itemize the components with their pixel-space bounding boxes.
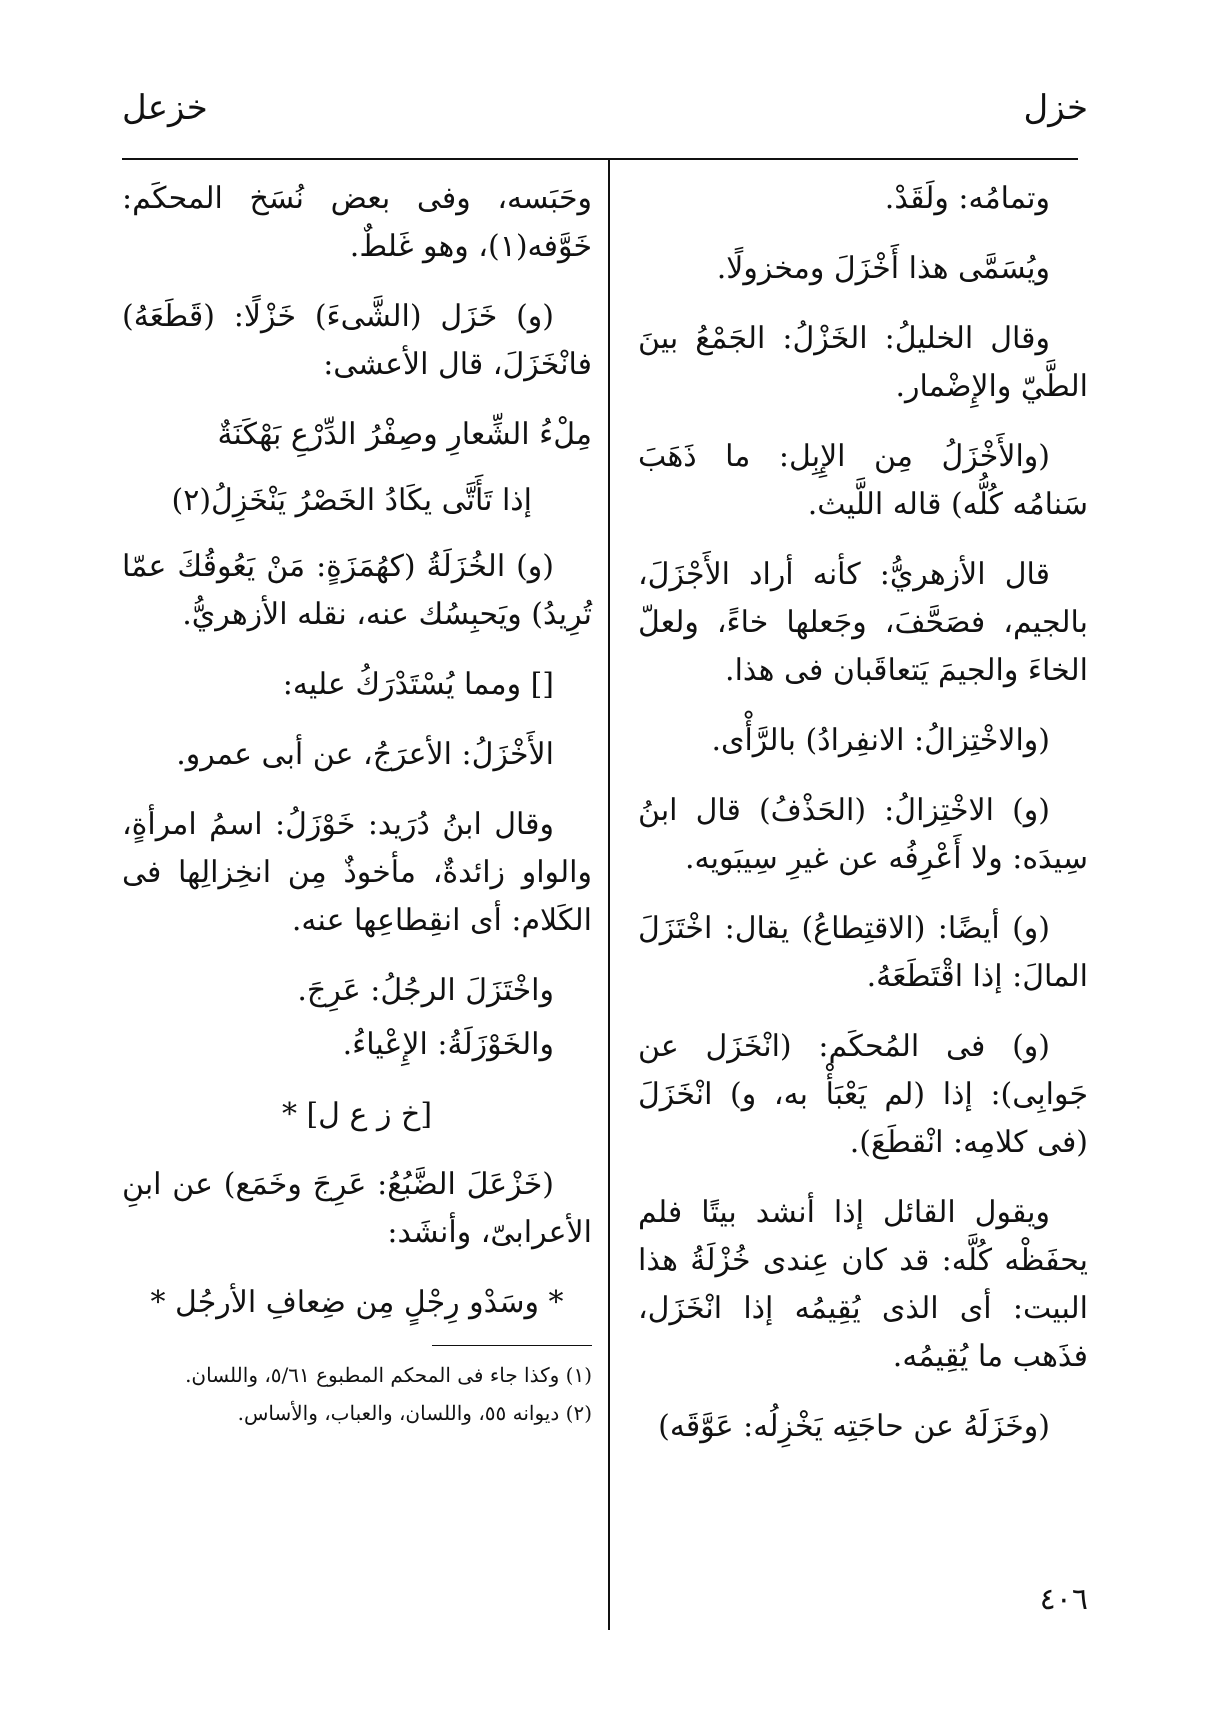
paragraph: وقال ابنُ دُرَيد: خَوْزَلُ: اسمُ امرأةٍ، والواو زائدةٌ، مأخوذٌ مِن انخِزالِها فى الكَلام: أى انقِطاعِها عنه.	[122, 807, 592, 938]
paragraph: (و) الاخْتِزالُ: (الحَذْفُ) قال ابنُ سِيدَه: ولا أَعْرِفُه عن غيرِ سِيبَويه.	[638, 793, 1088, 876]
paragraph: واخْتَزَلَ الرجُلُ: عَرِجَ.	[297, 973, 554, 1008]
paragraph: (والأَخْزَلُ مِن الإِبِل: ما ذَهَبَ سَنامُه كُلُّه) قاله اللَّيث.	[638, 439, 1088, 522]
paragraph: الأَخْزَلُ: الأعرَجُ، عن أبى عمرو.	[176, 737, 554, 772]
paragraph: (و) خَزَل (الشَّىءَ) خَزْلًا: (قَطَعَهُ) فانْخَزَلَ، قال الأعشى:	[122, 299, 592, 382]
page-number: ٤٠٦	[1039, 1582, 1088, 1617]
paragraph: (و) الخُزَلَةُ (كهُمَزَةٍ: مَنْ يَعُوقُكَ عمّا تُرِيدُ) ويَحبِسُك عنه، نقله الأزهريُّ.	[122, 549, 592, 632]
entry-heading: [خ ز ع ل] *	[281, 1097, 433, 1132]
verse-line: * وسَدْو رِجْلٍ مِن ضِعافِ الأرجُل *	[150, 1285, 564, 1320]
paragraph: وتمامُه: ولَقَدْ.	[884, 181, 1050, 216]
paragraph: (والاخْتِزالُ: الانفِرادُ) بالرَّأْى.	[711, 723, 1050, 758]
paragraph: ويقول القائل إذا أنشد بيتًا فلم يحفَظْه كُلَّه: قد كان عِندى خُزْلَةُ هذا البيت: أى الذى يُقِيمُه إذا انْخَزَل، فذَهب ما يُقِيمُه.	[638, 1195, 1088, 1374]
header-root-word: خزل	[1023, 88, 1088, 128]
paragraph: وقال الخليلُ: الخَزْلُ: الجَمْعُ بينَ الطَّيّ والإِضْمار.	[638, 321, 1088, 404]
paragraph: ويُسَمَّى هذا أَخْزَلَ ومخزولًا.	[716, 251, 1050, 286]
header-rule	[122, 158, 1078, 160]
footnote-rule	[432, 1345, 592, 1346]
verse-line: مِلْءُ الشِّعارِ وصِفْرُ الدِّرْعِ بَهْكَنَةٌ	[217, 417, 592, 452]
verse-line: إذا تَأَتَّى يكَادُ الخَصْرُ يَنْخَزِلُ(٢)	[171, 483, 532, 518]
paragraph: [] ومما يُسْتَدْرَكُ عليه:	[282, 667, 554, 702]
left-column	[122, 175, 592, 1436]
right-column	[638, 175, 1088, 1473]
paragraph: (و) فى المُحكَم: (انْخَزَل عن جَوابِى): إذا (لم يَعْبَأْ به، و) انْخَزَلَ (فى كلامِه: انْقطَعَ).	[638, 1029, 1088, 1160]
paragraph: (وخَزَلَهُ عن حاجَتِه يَخْزِلُه: عَوَّقَه)	[658, 1409, 1050, 1444]
paragraph: (خَزْعَلَ الضَّبُعُ: عَرِجَ وخَمَع) عن ابنِ الأعرابىّ، وأنشَد:	[122, 1167, 592, 1250]
paragraph: وحَبَسه، وفى بعض نُسَخ المحكَم: خَوَّفه(١)، وهو غَلطٌ.	[122, 181, 592, 264]
paragraph: (و) أيضًا: (الاقتِطاعُ) يقال: اخْتَزَلَ المالَ: إذا اقْتَطَعَهُ.	[638, 911, 1088, 994]
column-divider	[608, 160, 610, 1630]
paragraph: قال الأزهريُّ: كأنه أراد الأَجْزَلَ، بالجيم، فصَحَّفَ، وجَعلها خاءً، ولعلّ الخاءَ والجيمَ يَتعاقَبان فى هذا.	[638, 557, 1088, 688]
header-next-root-word: خزعل	[122, 88, 208, 128]
paragraph: والخَوْزَلَةُ: الإِعْياءُ.	[342, 1027, 554, 1062]
footnote: (١) وكذا جاء فى المحكم المطبوع ٥/٦١، واللسان.	[185, 1363, 592, 1387]
footnote: (٢) ديوانه ٥٥، واللسان، والعباب، والأساس.	[237, 1401, 592, 1425]
